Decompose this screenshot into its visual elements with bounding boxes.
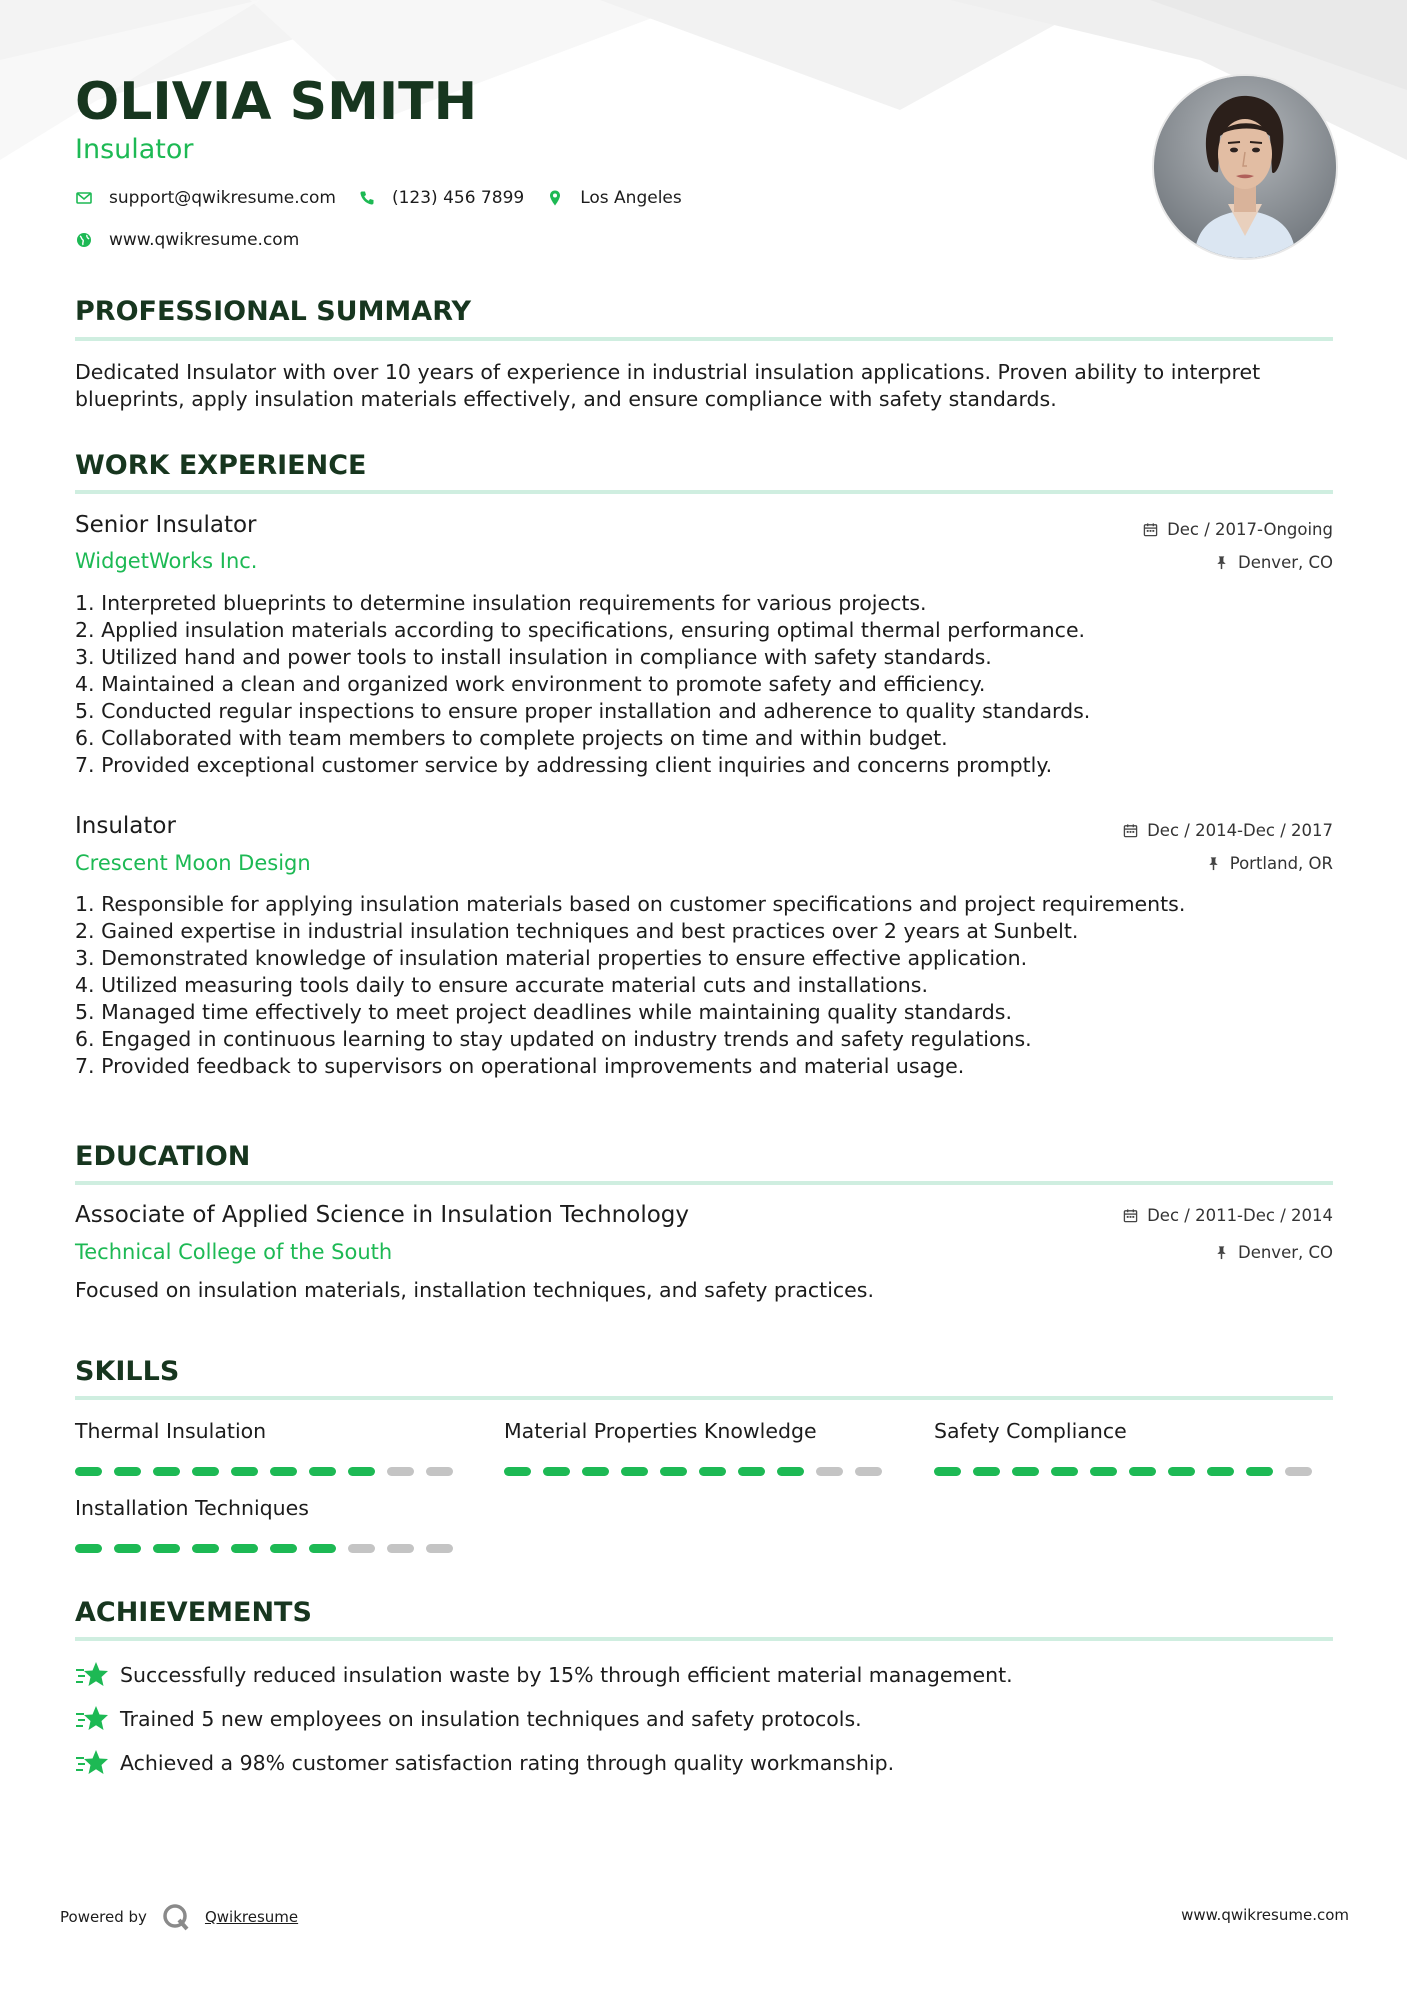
achievement-text-3: Achieved a 98% customer satisfaction rating through quality workmanship.: [120, 1751, 895, 1775]
skill-dot-filled: [504, 1467, 531, 1476]
footer-url[interactable]: www.qwikresume.com: [1181, 1906, 1349, 1924]
portrait-illustration: [1154, 76, 1336, 258]
list-item: 2. Gained expertise in industrial insulation techniques and best practices over 2 years at Sunbelt.: [75, 919, 1079, 943]
skill-dot-filled: [660, 1467, 687, 1476]
skill-dot-empty: [426, 1544, 453, 1553]
powered-by-label: Powered by: [60, 1908, 147, 1926]
qwikresume-link[interactable]: Qwikresume: [204, 1908, 299, 1926]
skill-dot-filled: [1051, 1467, 1078, 1476]
job-1-dates-text: Dec / 2017-Ongoing: [1167, 520, 1333, 539]
skill-dot-filled: [153, 1467, 180, 1476]
contact-row-1: [75, 188, 704, 208]
education-dates-text: Dec / 2011-Dec / 2014: [1147, 1206, 1333, 1225]
job-2-bullets: [75, 891, 1333, 1080]
summary-heading: PROFESSIONAL SUMMARY: [75, 296, 472, 327]
skill-dot-filled: [1012, 1467, 1039, 1476]
list-item: 6. Collaborated with team members to complete projects on time and within budget.: [75, 726, 948, 750]
job-1-title: Senior Insulator: [75, 512, 257, 538]
pushpin-icon: [1214, 555, 1229, 570]
skill-dot-filled: [192, 1544, 219, 1553]
pushpin-icon: [1206, 856, 1221, 871]
job-1-dates: [1143, 520, 1333, 539]
calendar-icon: [1143, 522, 1158, 537]
achievement-item-3: [75, 1748, 894, 1778]
website-contact[interactable]: [75, 230, 299, 250]
skills-divider: [75, 1396, 1333, 1400]
skill-3-rating: [934, 1467, 1324, 1476]
skill-dot-filled: [192, 1467, 219, 1476]
skill-dot-filled: [348, 1467, 375, 1476]
skill-dot-filled: [114, 1544, 141, 1553]
education-description: Focused on insulation materials, installation techniques, and safety practices.: [75, 1278, 874, 1302]
location-contact: [546, 188, 682, 208]
skill-dot-filled: [934, 1467, 961, 1476]
star-icon: [75, 1704, 109, 1734]
skill-dot-filled: [582, 1467, 609, 1476]
skill-dot-empty: [855, 1467, 882, 1476]
skill-dot-empty: [387, 1467, 414, 1476]
skill-dot-filled: [543, 1467, 570, 1476]
experience-divider: [75, 490, 1333, 494]
candidate-name: OLIVIA SMITH: [75, 72, 478, 132]
job-1-company: WidgetWorks Inc.: [75, 549, 258, 573]
email-contact[interactable]: [75, 188, 336, 208]
list-item: 3. Utilized hand and power tools to install insulation in compliance with safety standards.: [75, 645, 992, 669]
job-2-company: Crescent Moon Design: [75, 851, 311, 875]
globe-icon: [75, 231, 93, 249]
education-heading: EDUCATION: [75, 1141, 251, 1172]
candidate-title: Insulator: [75, 134, 194, 165]
skill-3-name: Safety Compliance: [934, 1419, 1127, 1443]
skill-dot-filled: [1090, 1467, 1117, 1476]
job-1-location-text: Denver, CO: [1237, 553, 1333, 572]
skill-dot-filled: [1168, 1467, 1195, 1476]
achievements-heading: ACHIEVEMENTS: [75, 1597, 312, 1628]
skill-dot-filled: [309, 1544, 336, 1553]
skills-heading: SKILLS: [75, 1356, 180, 1387]
qwikresume-logo-icon: [161, 1902, 191, 1932]
list-item: 7. Provided exceptional customer service by addressing client inquiries and concerns promptly.: [75, 753, 1053, 777]
star-icon: [75, 1748, 109, 1778]
skill-1-rating: [75, 1467, 465, 1476]
skill-dot-filled: [270, 1467, 297, 1476]
education-school: Technical College of the South: [75, 1240, 393, 1264]
education-location: [1214, 1243, 1333, 1262]
education-location-text: Denver, CO: [1237, 1243, 1333, 1262]
skill-dot-filled: [153, 1544, 180, 1553]
job-1-location: [1214, 553, 1333, 572]
achievement-item-1: [75, 1660, 1013, 1690]
list-item: 5. Conducted regular inspections to ensure proper installation and adherence to quality standards.: [75, 699, 1091, 723]
skill-dot-filled: [75, 1544, 102, 1553]
skill-dot-empty: [348, 1544, 375, 1553]
phone-text: (123) 456 7899: [391, 188, 525, 208]
map-pin-icon: [546, 189, 564, 207]
skill-4-rating: [75, 1544, 465, 1553]
skill-dot-filled: [1246, 1467, 1273, 1476]
email-text: support@qwikresume.com: [109, 188, 336, 208]
experience-heading: WORK EXPERIENCE: [75, 450, 367, 481]
contact-row-2: [75, 230, 321, 250]
list-item: 2. Applied insulation materials according to specifications, ensuring optimal thermal performance.: [75, 618, 1086, 642]
job-2-location-text: Portland, OR: [1229, 854, 1333, 873]
phone-icon: [358, 189, 376, 207]
footer-powered-by: [60, 1902, 298, 1932]
skill-dot-filled: [270, 1544, 297, 1553]
profile-photo: [1152, 74, 1338, 260]
location-text: Los Angeles: [580, 188, 682, 208]
skill-dot-filled: [738, 1467, 765, 1476]
summary-text: Dedicated Insulator with over 10 years of experience in industrial insulation applications. Proven ability to interpret blueprints, apply insulation materials effectively, and ensure compliance with safety standards.: [75, 360, 1261, 411]
star-icon: [75, 1660, 109, 1690]
education-dates: [1123, 1206, 1333, 1225]
achievements-divider: [75, 1637, 1333, 1641]
job-2-title: Insulator: [75, 813, 176, 839]
pushpin-icon: [1214, 1245, 1229, 1260]
phone-contact[interactable]: [358, 188, 524, 208]
skill-dot-filled: [777, 1467, 804, 1476]
skill-2-name: Material Properties Knowledge: [504, 1419, 817, 1443]
list-item: 3. Demonstrated knowledge of insulation material properties to ensure effective application.: [75, 946, 1028, 970]
website-text: www.qwikresume.com: [109, 230, 300, 250]
job-2-dates: [1123, 821, 1333, 840]
skill-dot-filled: [231, 1467, 258, 1476]
skill-2-rating: [504, 1467, 894, 1476]
skill-dot-filled: [75, 1467, 102, 1476]
skill-dot-empty: [816, 1467, 843, 1476]
achievement-text-2: Trained 5 new employees on insulation techniques and safety protocols.: [120, 1707, 862, 1731]
list-item: 1. Interpreted blueprints to determine insulation requirements for various projects.: [75, 591, 927, 615]
summary-divider: [75, 337, 1333, 341]
skill-dot-empty: [387, 1544, 414, 1553]
list-item: 4. Maintained a clean and organized work environment to promote safety and efficiency.: [75, 672, 986, 696]
skill-dot-empty: [1285, 1467, 1312, 1476]
achievement-text-1: Successfully reduced insulation waste by 15% through efficient material management.: [120, 1663, 1013, 1687]
achievement-item-2: [75, 1704, 862, 1734]
education-degree: Associate of Applied Science in Insulation Technology: [75, 1202, 689, 1228]
skill-dot-filled: [231, 1544, 258, 1553]
skill-dot-filled: [973, 1467, 1000, 1476]
job-1-bullets: [75, 590, 1333, 779]
calendar-icon: [1123, 823, 1138, 838]
skill-dot-empty: [426, 1467, 453, 1476]
skill-dot-filled: [699, 1467, 726, 1476]
skill-dot-filled: [621, 1467, 648, 1476]
list-item: 7. Provided feedback to supervisors on operational improvements and material usage.: [75, 1054, 965, 1078]
list-item: 6. Engaged in continuous learning to stay updated on industry trends and safety regulations.: [75, 1027, 1032, 1051]
skill-dot-filled: [1129, 1467, 1156, 1476]
skill-dot-filled: [114, 1467, 141, 1476]
skill-1-name: Thermal Insulation: [75, 1419, 267, 1443]
skill-4-name: Installation Techniques: [75, 1496, 309, 1520]
education-divider: [75, 1181, 1333, 1185]
list-item: 4. Utilized measuring tools daily to ensure accurate material cuts and installations.: [75, 973, 928, 997]
calendar-icon: [1123, 1208, 1138, 1223]
job-2-location: [1206, 854, 1333, 873]
job-2-dates-text: Dec / 2014-Dec / 2017: [1147, 821, 1333, 840]
skill-dot-filled: [1207, 1467, 1234, 1476]
envelope-icon: [75, 189, 93, 207]
list-item: 5. Managed time effectively to meet project deadlines while maintaining quality standards.: [75, 1000, 1012, 1024]
list-item: 1. Responsible for applying insulation materials based on customer specifications and project requirements.: [75, 892, 1186, 916]
skill-dot-filled: [309, 1467, 336, 1476]
